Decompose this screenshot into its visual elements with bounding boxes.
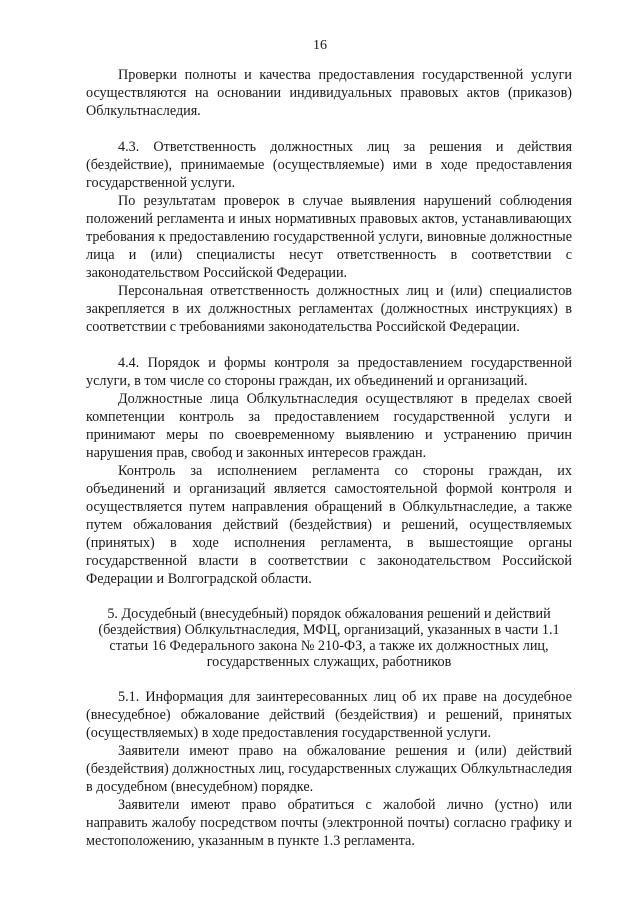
section-5-1-paragraph: 5.1. Информация для заинтересованных лиц об их праве на досудебное (внесудебное) обжалование действий (бездействия) и решений, принятых (осуществляемых) в ходе предоставления государственной услуги. — [86, 689, 572, 741]
page-number: 16 — [313, 38, 327, 53]
paragraph-complaint-submission: Заявители имеют право обратиться с жалобой лично (устно) или направить жалобу посредством почты (электронной почты) согласно графику и местоположению, указанным в пункте 1.3 регламента. — [86, 797, 572, 849]
paragraph-violations-responsibility: По результатам проверок в случае выявления нарушений соблюдения положений регламента и иных нормативных правовых актов, устанавливающих требования к предоставлению государственной услуги, виновные должностные лица и (или) специалисты несут ответственность в соответствии с законодательством Российской Федерации. — [86, 193, 572, 281]
section-4-3-heading: 4.3. Ответственность должностных лиц за решения и действия (бездействие), принимаемые (осуществляемые) ими в ходе предоставления государственной услуги. — [86, 139, 572, 191]
section-5-heading: 5. Досудебный (внесудебный) порядок обжалования решений и действий (бездействия) Облкультнаследия, МФЦ, организаций, указанных в части 1.1 статьи 16 Федерального закона № 210-ФЗ, а также их должностных лиц, государственных служащих, работников — [98, 606, 560, 670]
paragraph-inspections-basis: Проверки полноты и качества предоставления государственной услуги осуществляются на основании индивидуальных правовых актов (приказов) Облкультнаследия. — [86, 67, 572, 119]
paragraph-citizen-control: Контроль за исполнением регламента со стороны граждан, их объединений и организаций является самостоятельной формой контроля и осуществляется путем направления обращений в Облкультнаследие, а также путем обжалования действий (бездействия) и решений, осуществляемых (принятых) в ходе исполнения регламента, в вышестоящие органы государственной власти в соответствии с законодательством Российской Федерации и Волгоградской области. — [86, 463, 572, 587]
paragraph-appeal-right: Заявители имеют право на обжалование решения и (или) действий (бездействия) должностных лиц, государственных служащих Облкультнаследия в досудебном (внесудебном) порядке. — [86, 743, 572, 795]
section-4-4-heading: 4.4. Порядок и формы контроля за предоставлением государственной услуги, в том числе со стороны граждан, их объединений и организаций. — [86, 355, 572, 389]
page-content — [86, 66, 572, 850]
paragraph-personal-responsibility: Персональная ответственность должностных лиц и (или) специалистов закрепляется в их должностных регламентах (должностных инструкциях) в соответствии с требованиями законодательства Российской Федерации. — [86, 283, 572, 335]
paragraph-officials-control: Должностные лица Облкультнаследия осуществляют в пределах своей компетенции контроль за предоставлением государственной услуги и принимают меры по своевременному выявлению и устранению причин нарушения прав, свобод и законных интересов граждан. — [86, 391, 572, 461]
